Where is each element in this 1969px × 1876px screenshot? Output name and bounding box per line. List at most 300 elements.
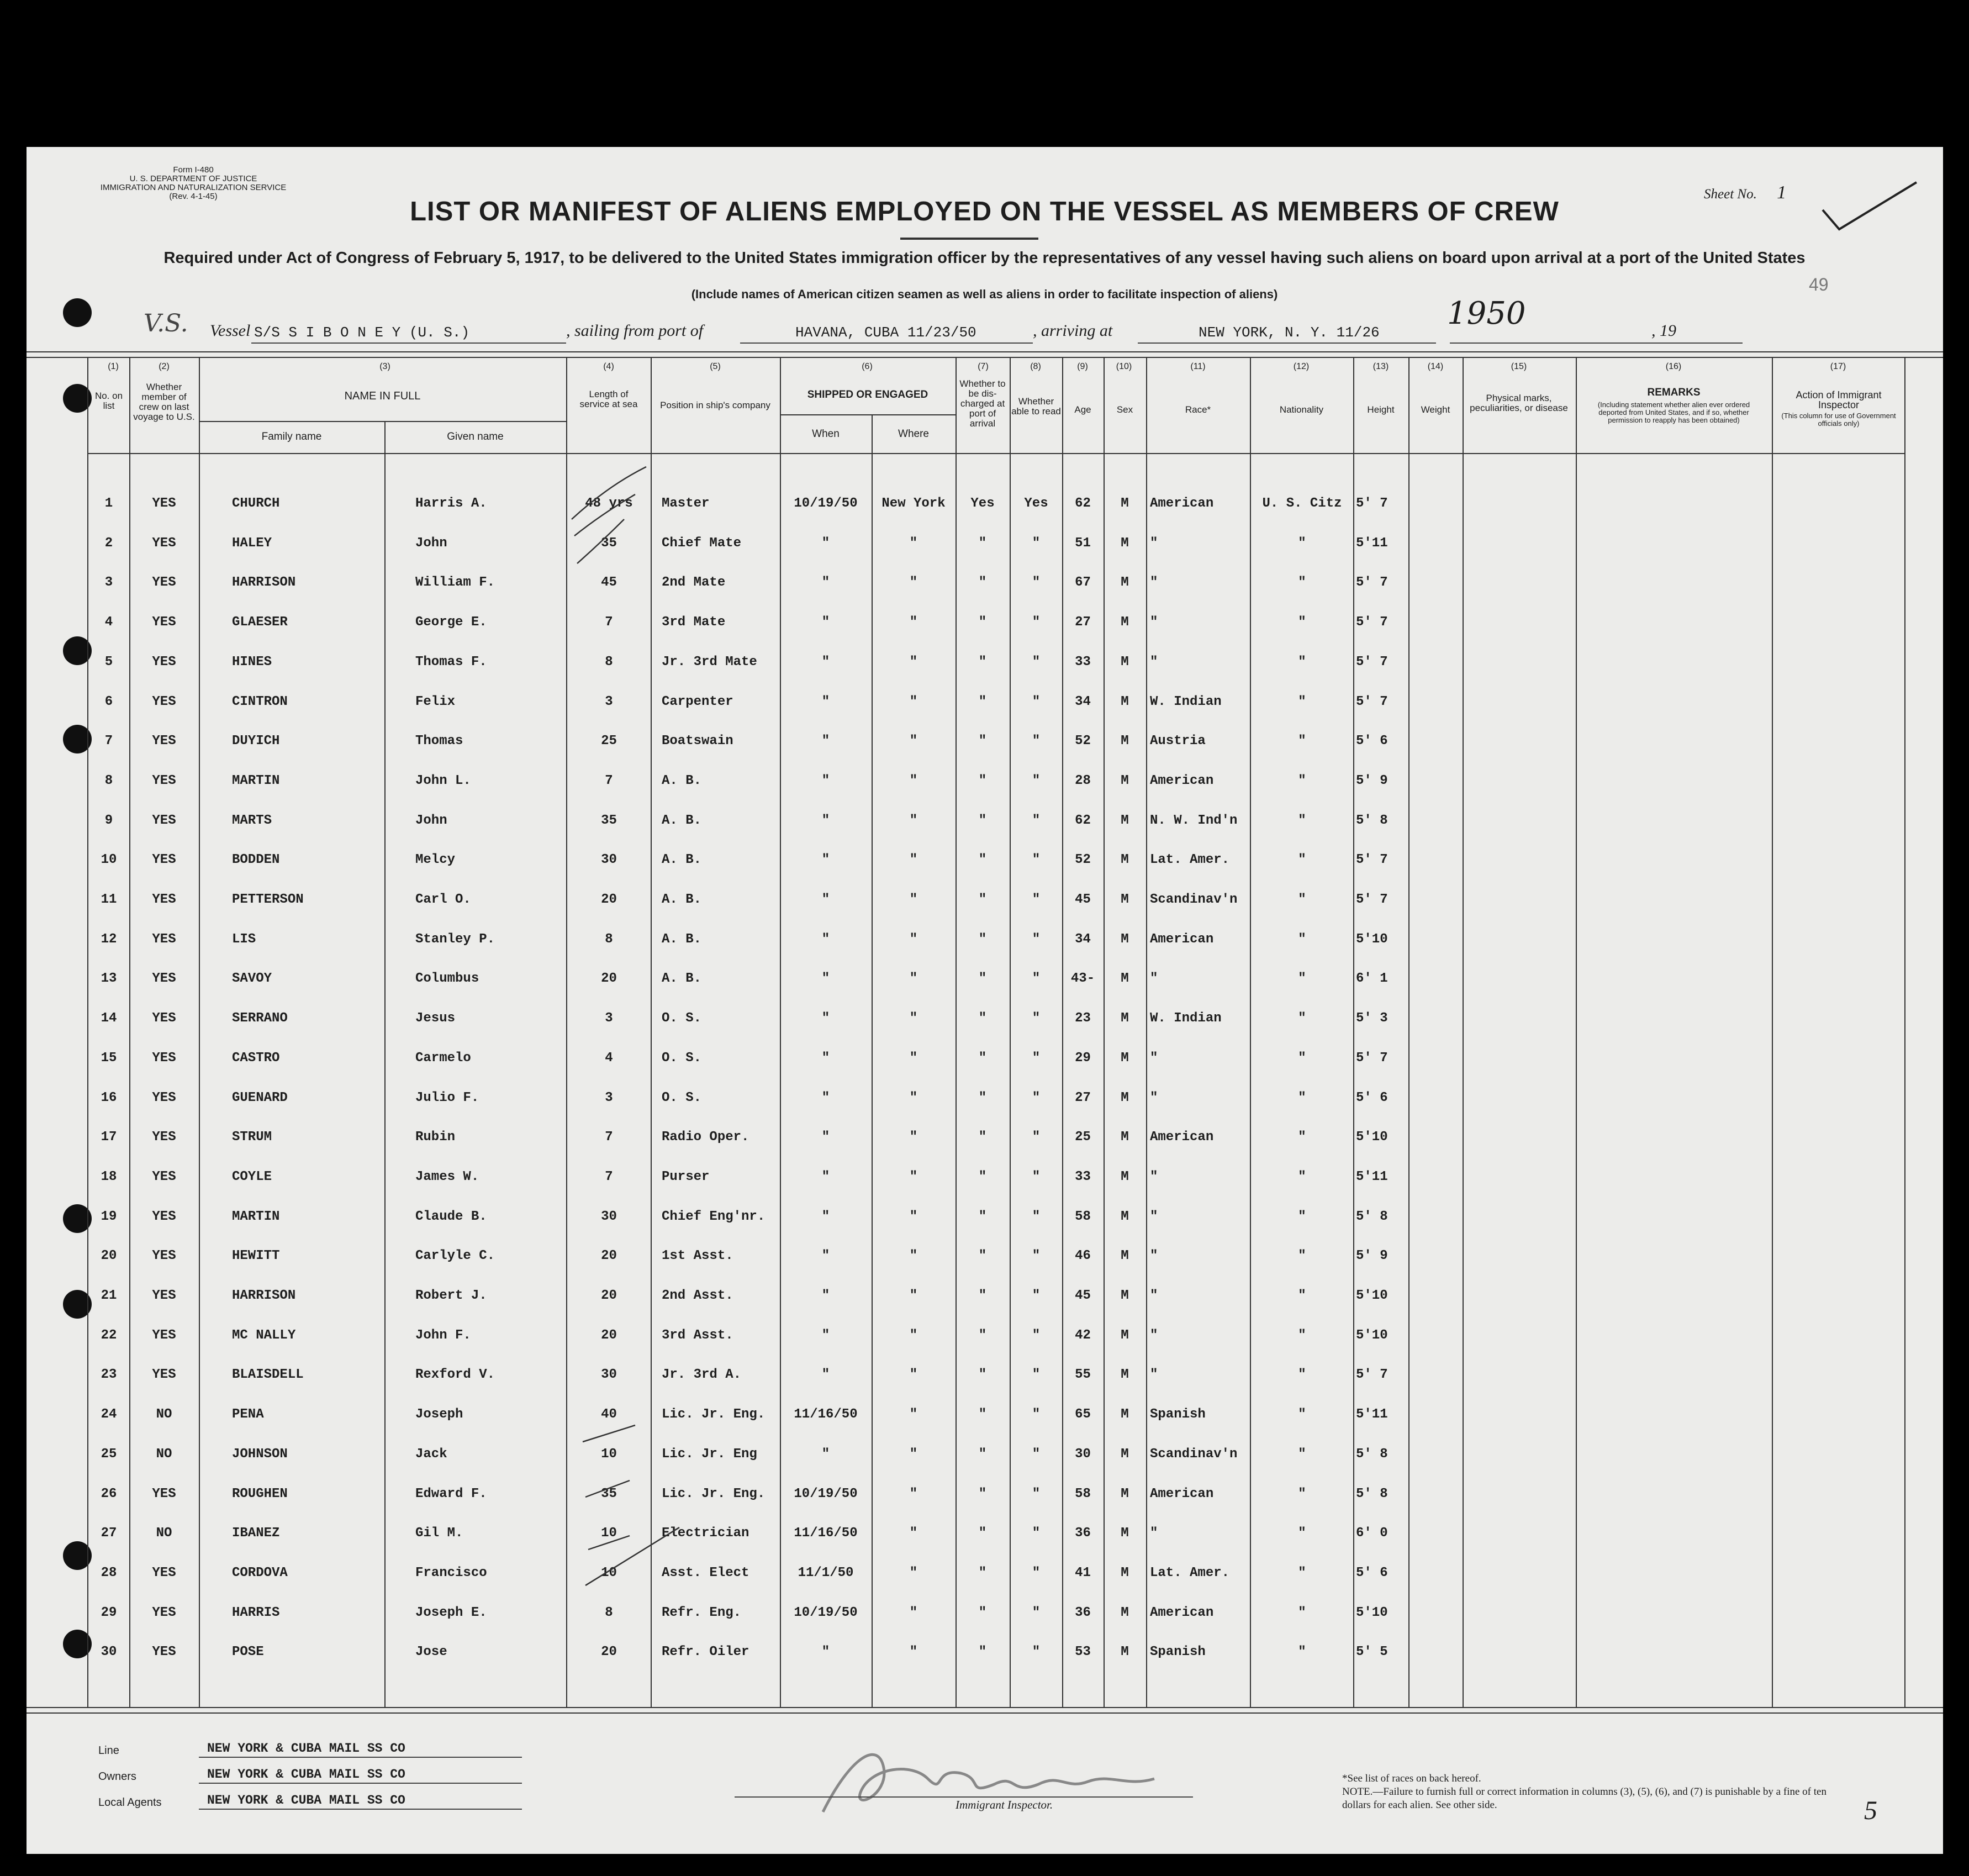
table-row <box>0 1248 1969 1279</box>
cell-discharged: " <box>978 813 987 828</box>
cell-given: Stanley P. <box>415 931 495 947</box>
cell-age: 45 <box>1075 1288 1091 1303</box>
cell-when: " <box>821 615 830 630</box>
cell-age: 34 <box>1075 931 1091 947</box>
cell-discharged: " <box>978 575 987 591</box>
arriving-underline <box>1138 342 1436 344</box>
cell-age: 52 <box>1075 852 1091 868</box>
cell-member: YES <box>152 813 176 828</box>
cell-given: Edward F. <box>415 1486 487 1501</box>
cell-nationality: " <box>1298 852 1306 868</box>
cell-race: " <box>1150 1169 1158 1184</box>
cell-sex: M <box>1121 1605 1129 1620</box>
cell-nationality: " <box>1298 1367 1306 1383</box>
cell-given: Thomas <box>415 734 463 749</box>
vessel-label: Vessel <box>210 322 251 340</box>
cell-nationality: " <box>1298 1090 1306 1105</box>
cell-position: A. B. <box>662 773 702 788</box>
cell-discharged: " <box>978 1248 987 1264</box>
cell-age: 36 <box>1075 1526 1091 1541</box>
cell-position: Jr. 3rd A. <box>662 1367 742 1383</box>
cell-when: " <box>821 1050 830 1066</box>
cell-family: STRUM <box>232 1130 272 1145</box>
header-name-in-full: NAME IN FULL <box>344 390 421 402</box>
cell-nationality: " <box>1298 535 1306 551</box>
cell-height: 5' 7 <box>1356 1050 1388 1066</box>
table-row <box>0 655 1969 686</box>
cell-discharged: " <box>978 1327 987 1343</box>
cell-when: " <box>821 1169 830 1184</box>
cell-read: " <box>1032 1407 1041 1422</box>
col-num-1: (1) <box>108 362 119 371</box>
cell-position: Chief Eng'nr. <box>662 1209 766 1224</box>
cell-where: " <box>909 734 918 749</box>
cell-given: George E. <box>415 615 487 630</box>
cell-sex: M <box>1121 535 1129 551</box>
cell-when: " <box>821 813 830 828</box>
cell-member: YES <box>152 931 176 947</box>
cell-discharged: " <box>978 1169 987 1184</box>
col-num-14: (14) <box>1427 362 1444 371</box>
cell-position: Asst. Elect <box>662 1565 749 1580</box>
cell-position: Radio Oper. <box>662 1130 749 1145</box>
cell-discharged: " <box>978 1367 987 1383</box>
cell-family: HINES <box>232 654 272 670</box>
cell-when: " <box>821 931 830 947</box>
inspector-underline <box>735 1796 1193 1798</box>
cell-read: " <box>1032 1011 1041 1026</box>
cell-when: " <box>821 1288 830 1303</box>
cell-member: YES <box>152 892 176 907</box>
cell-sex: M <box>1121 1130 1129 1145</box>
cell-read: " <box>1032 535 1041 551</box>
form-revision: (Rev. 4-1-45) <box>169 192 218 201</box>
cell-sex: M <box>1121 575 1129 591</box>
cell-read: " <box>1032 694 1041 709</box>
cell-when: " <box>821 734 830 749</box>
local-agents-value: NEW YORK & CUBA MAIL SS CO <box>207 1793 405 1808</box>
cell-read: " <box>1032 615 1041 630</box>
cell-discharged: " <box>978 1446 987 1462</box>
cell-race: " <box>1150 1248 1158 1264</box>
cell-discharged: " <box>978 654 987 670</box>
cell-member: YES <box>152 1050 176 1066</box>
cell-discharged: " <box>978 1486 987 1501</box>
cell-member: YES <box>152 694 176 709</box>
cell-where: " <box>909 813 918 828</box>
cell-height: 5' 7 <box>1356 496 1388 511</box>
cell-sex: M <box>1121 615 1129 630</box>
cell-where: " <box>909 1446 918 1462</box>
sailing-port: HAVANA, CUBA 11/23/50 <box>795 324 976 341</box>
cell-sex: M <box>1121 1407 1129 1422</box>
cell-race: American <box>1150 773 1214 788</box>
cell-race: N. W. Ind'n <box>1150 813 1238 828</box>
cell-race: Lat. Amer. <box>1150 852 1230 868</box>
cell-position: Refr. Oiler <box>662 1645 749 1660</box>
cell-given: John <box>415 535 447 551</box>
table-row <box>0 1011 1969 1042</box>
cell-nationality: " <box>1298 813 1306 828</box>
cell-read: " <box>1032 892 1041 907</box>
cell-family: IBANEZ <box>232 1526 280 1541</box>
owners-value: NEW YORK & CUBA MAIL SS CO <box>207 1767 405 1782</box>
cell-position: Lic. Jr. Eng. <box>662 1407 766 1422</box>
cell-given: Jack <box>415 1446 447 1462</box>
cell-family: HARRISON <box>232 575 296 591</box>
cell-age: 46 <box>1075 1248 1091 1264</box>
cell-height: 5'10 <box>1356 931 1388 947</box>
cell-no: 7 <box>104 734 113 749</box>
cell-service: 20 <box>601 892 617 907</box>
cell-height: 5'11 <box>1356 1407 1388 1422</box>
cell-member: YES <box>152 1090 176 1105</box>
margin-mark: V.S. <box>144 309 188 338</box>
cell-age: 43- <box>1070 971 1095 987</box>
cell-service: 48 yrs <box>585 496 633 511</box>
cell-when: " <box>821 1446 830 1462</box>
cell-no: 30 <box>101 1645 117 1660</box>
table-row <box>0 536 1969 567</box>
cell-discharged: " <box>978 734 987 749</box>
cell-position: 3rd Mate <box>662 615 726 630</box>
cell-member: YES <box>152 1367 176 1383</box>
table-row <box>0 496 1969 527</box>
cell-read: " <box>1032 852 1041 868</box>
cell-age: 62 <box>1075 813 1091 828</box>
cell-read: " <box>1032 1367 1041 1383</box>
cell-family: CASTRO <box>232 1050 280 1066</box>
cell-where: " <box>909 1130 918 1145</box>
table-row <box>0 852 1969 883</box>
cell-given: John <box>415 813 447 828</box>
cell-service: 35 <box>601 813 617 828</box>
cell-position: Jr. 3rd Mate <box>662 654 757 670</box>
col-num-3: (3) <box>379 362 390 371</box>
cell-member: YES <box>152 535 176 551</box>
sheet-number-value: 1 <box>1777 182 1787 203</box>
cell-nationality: " <box>1298 1565 1306 1580</box>
cell-race: " <box>1150 1090 1158 1105</box>
cell-given: Rubin <box>415 1130 456 1145</box>
cell-no: 23 <box>101 1367 117 1383</box>
col-num-12: (12) <box>1293 362 1310 371</box>
cell-where: " <box>909 1645 918 1660</box>
header-action: Action of Immigrant Inspector <box>1796 389 1882 410</box>
cell-member: YES <box>152 1565 176 1580</box>
cell-nationality: " <box>1298 1248 1306 1264</box>
cell-age: 33 <box>1075 1169 1091 1184</box>
year-label: , 19 <box>1651 322 1676 340</box>
department-name: U. S. DEPARTMENT OF JUSTICE <box>129 174 257 183</box>
table-row <box>0 1367 1969 1398</box>
header-able-read: Whether able to read <box>1011 396 1061 417</box>
cell-nationality: " <box>1298 892 1306 907</box>
cell-read: " <box>1032 734 1041 749</box>
cell-service: 30 <box>601 1209 617 1224</box>
cell-race: " <box>1150 971 1158 987</box>
cell-member: YES <box>152 734 176 749</box>
arriving-label: , arriving at <box>1033 322 1113 340</box>
cell-sex: M <box>1121 1248 1129 1264</box>
cell-nationality: " <box>1298 1446 1306 1462</box>
cell-nationality: " <box>1298 1169 1306 1184</box>
cell-discharged: " <box>978 615 987 630</box>
cell-race: " <box>1150 1367 1158 1383</box>
cell-where: " <box>909 1565 918 1580</box>
stamp-number: 49 <box>1809 275 1829 294</box>
cell-race: " <box>1150 1327 1158 1343</box>
cell-given: Jesus <box>415 1011 456 1026</box>
cell-member: NO <box>156 1407 172 1422</box>
cell-nationality: " <box>1298 1130 1306 1145</box>
cell-discharged: " <box>978 535 987 551</box>
cell-nationality: " <box>1298 773 1306 788</box>
cell-where: " <box>909 1526 918 1541</box>
cell-age: 58 <box>1075 1209 1091 1224</box>
cell-where: " <box>909 1209 918 1224</box>
table-row <box>0 734 1969 765</box>
cell-service: 8 <box>605 931 613 947</box>
cell-age: 36 <box>1075 1605 1091 1620</box>
header-sex: Sex <box>1116 404 1133 415</box>
cell-where: " <box>909 971 918 987</box>
table-row <box>0 892 1969 923</box>
cell-discharged: " <box>978 1407 987 1422</box>
cell-given: Melcy <box>415 852 456 868</box>
cell-age: 30 <box>1075 1446 1091 1462</box>
cell-discharged: Yes <box>970 496 995 511</box>
header-bottom-rule <box>87 453 1904 454</box>
cell-no: 14 <box>101 1011 117 1026</box>
cell-position: 3rd Asst. <box>662 1327 733 1343</box>
cell-no: 29 <box>101 1605 117 1620</box>
cell-race: Scandinav'n <box>1150 1446 1238 1462</box>
table-row <box>0 575 1969 606</box>
cell-race: " <box>1150 575 1158 591</box>
cell-service: 35 <box>601 1486 617 1501</box>
cell-member: YES <box>152 1645 176 1660</box>
cell-given: Jose <box>415 1645 447 1660</box>
cell-member: YES <box>152 496 176 511</box>
cell-no: 10 <box>101 852 117 868</box>
title-underline <box>900 238 1038 240</box>
cell-age: 29 <box>1075 1050 1091 1066</box>
cell-no: 24 <box>101 1407 117 1422</box>
cell-where: " <box>909 654 918 670</box>
cell-position: 1st Asst. <box>662 1248 733 1264</box>
col-num-16: (16) <box>1665 362 1682 371</box>
cell-height: 5' 7 <box>1356 654 1388 670</box>
cell-discharged: " <box>978 1605 987 1620</box>
header-no-on-list: No. on list <box>94 391 123 411</box>
cell-service: 30 <box>601 852 617 868</box>
cell-when: " <box>821 1645 830 1660</box>
cell-read: " <box>1032 1526 1041 1541</box>
cell-where: " <box>909 1605 918 1620</box>
cell-member: YES <box>152 654 176 670</box>
cell-no: 17 <box>101 1130 117 1145</box>
cell-family: MARTIN <box>232 773 280 788</box>
cell-race: " <box>1150 535 1158 551</box>
cell-no: 2 <box>104 535 113 551</box>
cell-service: 25 <box>601 734 617 749</box>
cell-read: " <box>1032 654 1041 670</box>
cell-given: Julio F. <box>415 1090 479 1105</box>
cell-position: A. B. <box>662 813 702 828</box>
cell-read: " <box>1032 1486 1041 1501</box>
cell-service: 7 <box>605 615 613 630</box>
cell-position: A. B. <box>662 971 702 987</box>
cell-height: 5'10 <box>1356 1605 1388 1620</box>
cell-no: 27 <box>101 1526 117 1541</box>
cell-read: " <box>1032 813 1041 828</box>
cell-no: 3 <box>104 575 113 591</box>
cell-race: Scandinav'n <box>1150 892 1238 907</box>
cell-when: " <box>821 535 830 551</box>
header-shipped-engaged: SHIPPED OR ENGAGED <box>807 389 928 401</box>
cell-given: William F. <box>415 575 495 591</box>
cell-service: 10 <box>601 1526 617 1541</box>
cell-sex: M <box>1121 813 1129 828</box>
cell-where: " <box>909 1407 918 1422</box>
table-row <box>0 932 1969 963</box>
owners-label: Owners <box>98 1770 136 1783</box>
cell-age: 27 <box>1075 615 1091 630</box>
cell-position: Boatswain <box>662 734 733 749</box>
cell-where: " <box>909 1288 918 1303</box>
cell-position: Chief Mate <box>662 535 742 551</box>
cell-given: Columbus <box>415 971 479 987</box>
cell-service: 8 <box>605 654 613 670</box>
table-row <box>0 1090 1969 1121</box>
cell-age: 42 <box>1075 1327 1091 1343</box>
cell-position: O. S. <box>662 1050 702 1066</box>
local-agents-underline <box>199 1809 522 1810</box>
cell-height: 5'10 <box>1356 1327 1388 1343</box>
punch-hole <box>63 298 92 327</box>
cell-read: " <box>1032 1169 1041 1184</box>
cell-member: YES <box>152 971 176 987</box>
cell-family: ROUGHEN <box>232 1486 288 1501</box>
cell-given: Joseph <box>415 1407 463 1422</box>
cell-race: American <box>1150 1486 1214 1501</box>
sailing-label: , sailing from port of <box>566 322 704 340</box>
form-subtitle: Required under Act of Congress of February 5, 1917, to be delivered to the United States immigration officer by the representatives of any vessel having such aliens on board upon arrival at a port of the United States <box>163 249 1806 267</box>
cell-where: " <box>909 575 918 591</box>
cell-height: 5' 7 <box>1356 575 1388 591</box>
table-top-rule <box>27 357 1943 358</box>
cell-age: 51 <box>1075 535 1091 551</box>
cell-where: " <box>909 892 918 907</box>
cell-nationality: " <box>1298 1526 1306 1541</box>
cell-when: 10/19/50 <box>794 496 858 511</box>
cell-service: 7 <box>605 1130 613 1145</box>
table-row <box>0 1605 1969 1636</box>
cell-position: A. B. <box>662 892 702 907</box>
cell-service: 35 <box>601 535 617 551</box>
cell-position: A. B. <box>662 931 702 947</box>
cell-discharged: " <box>978 1288 987 1303</box>
cell-when: " <box>821 654 830 670</box>
cell-height: 5' 8 <box>1356 1486 1388 1501</box>
cell-family: SERRANO <box>232 1011 288 1026</box>
cell-member: YES <box>152 773 176 788</box>
penalty-note: NOTE.—Failure to furnish full or correct information in columns (3), (5), (6), and (7) is punishable by a fine of ten dollars for each alien. See other side. <box>1342 1786 1827 1811</box>
cell-sex: M <box>1121 773 1129 788</box>
cell-given: Carlyle C. <box>415 1248 495 1264</box>
cell-sex: M <box>1121 694 1129 709</box>
cell-discharged: " <box>978 931 987 947</box>
cell-discharged: " <box>978 1011 987 1026</box>
cell-read: " <box>1032 1446 1041 1462</box>
cell-height: 5' 6 <box>1356 1565 1388 1580</box>
cell-read: " <box>1032 971 1041 987</box>
cell-age: 33 <box>1075 654 1091 670</box>
cell-family: CORDOVA <box>232 1565 288 1580</box>
cell-sex: M <box>1121 1565 1129 1580</box>
cell-height: 5'11 <box>1356 1169 1388 1184</box>
cell-read: " <box>1032 1248 1041 1264</box>
cell-height: 5'10 <box>1356 1130 1388 1145</box>
table-row <box>0 694 1969 725</box>
cell-service: 20 <box>601 971 617 987</box>
cell-sex: M <box>1121 654 1129 670</box>
cell-given: Thomas F. <box>415 654 487 670</box>
shipped-subheader-rule <box>780 414 956 415</box>
cell-when: " <box>821 1367 830 1383</box>
arriving-port: NEW YORK, N. Y. 11/26 <box>1199 324 1380 341</box>
col-num-10: (10) <box>1116 362 1132 371</box>
cell-member: YES <box>152 615 176 630</box>
cell-where: " <box>909 1090 918 1105</box>
cell-when: 10/19/50 <box>794 1486 858 1501</box>
cell-member: YES <box>152 1209 176 1224</box>
cell-position: Lic. Jr. Eng <box>662 1446 757 1462</box>
cell-no: 28 <box>101 1565 117 1580</box>
cell-service: 30 <box>601 1367 617 1383</box>
cell-race: Lat. Amer. <box>1150 1565 1230 1580</box>
cell-given: Joseph E. <box>415 1605 487 1620</box>
local-agents-label: Local Agents <box>98 1796 162 1809</box>
col-num-6: (6) <box>862 362 873 371</box>
line-label: Line <box>98 1745 119 1757</box>
cell-when: " <box>821 694 830 709</box>
cell-given: John L. <box>415 773 471 788</box>
year-underline <box>1450 342 1743 344</box>
header-weight: Weight <box>1421 404 1450 415</box>
cell-no: 20 <box>101 1248 117 1264</box>
cell-when: " <box>821 892 830 907</box>
cell-member: YES <box>152 1605 176 1620</box>
table-row <box>0 1487 1969 1517</box>
header-discharged: Whether to be dis-charged at port of arrival <box>959 378 1006 429</box>
cell-member: YES <box>152 1248 176 1264</box>
cell-nationality: " <box>1298 1288 1306 1303</box>
cell-family: GUENARD <box>232 1090 288 1105</box>
cell-discharged: " <box>978 1645 987 1660</box>
cell-nationality: " <box>1298 1011 1306 1026</box>
cell-service: 40 <box>601 1407 617 1422</box>
cell-service: 3 <box>605 1090 613 1105</box>
cell-family: POSE <box>232 1645 264 1660</box>
cell-where: " <box>909 852 918 868</box>
cell-height: 5' 5 <box>1356 1645 1388 1660</box>
cell-nationality: " <box>1298 1209 1306 1224</box>
cell-sex: M <box>1121 1288 1129 1303</box>
cell-sex: M <box>1121 734 1129 749</box>
cell-age: 52 <box>1075 734 1091 749</box>
